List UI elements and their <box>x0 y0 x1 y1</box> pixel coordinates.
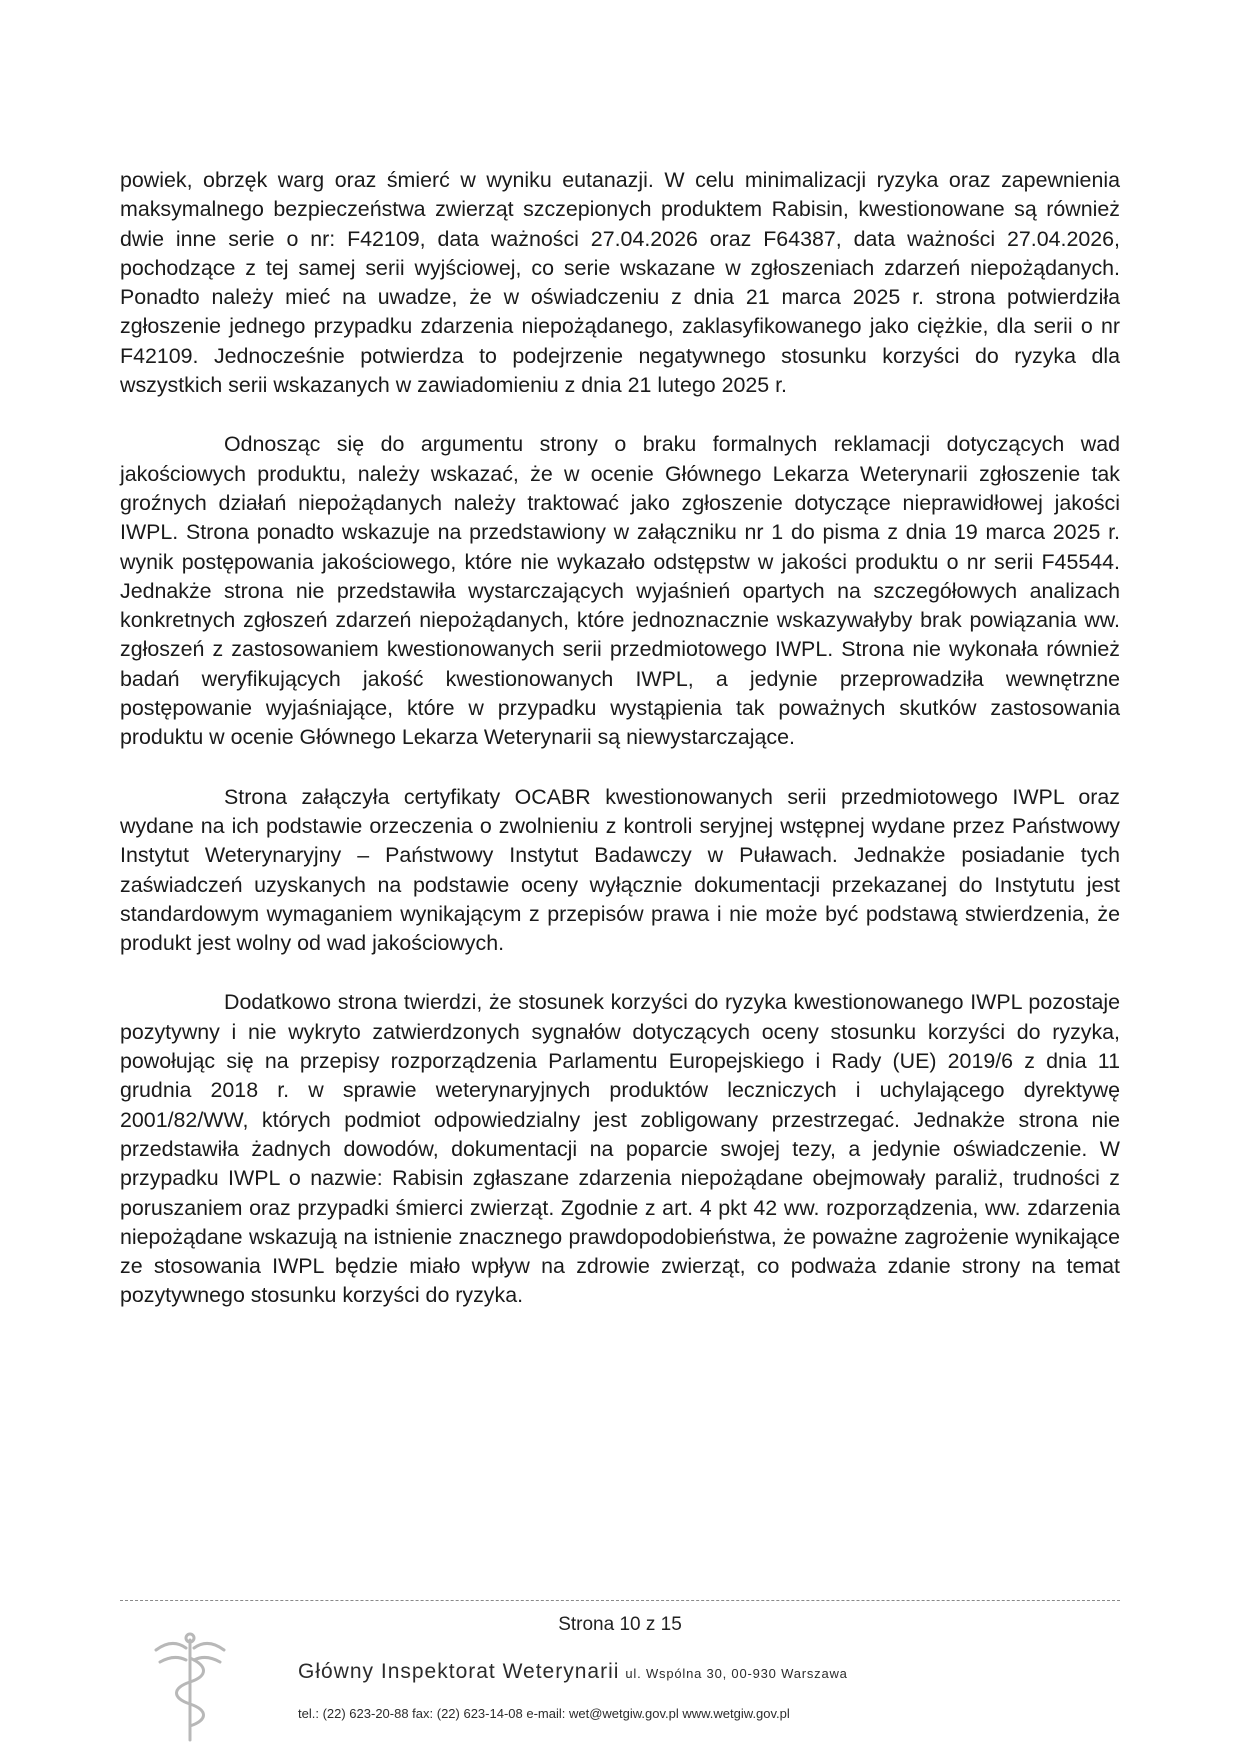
caduceus-logo-icon <box>150 1628 230 1743</box>
paragraph-2: Odnosząc się do argumentu strony o braku formalnych reklamacji dotyczących wad jakościowych produktu, należy wskazać, że w ocenie Głównego Lekarza Weterynarii zgłoszenie tak groźnych działań niepożądanych należy traktować jako zgłoszenie dotyczące nieprawidłowej jakości IWPL. Strona ponadto wskazuje na przedstawiony w załączniku nr 1 do pisma z dnia 19 marca 2025 r. wynik postępowania jakościowego, które nie wykazało odstępstw w jakości produktu o nr serii F45544. Jednakże strona nie przedstawiła wystarczających wyjaśnień opartych na szczegółowych analizach konkretnych zgłoszeń zdarzeń niepożądanych, które jednoznacznie wskazywałyby brak powiązania ww. zgłoszeń z zastosowaniem kwestionowanych serii przedmiotowego IWPL. Strona nie wykonała również badań weryfikujących jakość kwestionowanych IWPL, a jedynie przeprowadziła wewnętrzne postępowanie wyjaśniające, które w przypadku wystąpienia tak poważnych skutków zastosowania produktu w ocenie Głównego Lekarza Weterynarii są niewystarczające. <box>120 432 1120 750</box>
footer-divider <box>120 1600 1120 1601</box>
page-number: Strona 10 z 15 <box>558 1614 682 1635</box>
paragraph-4: Dodatkowo strona twierdzi, że stosunek korzyści do ryzyka kwestionowanego IWPL pozostaje pozytywny i nie wykryto zatwierdzonych sygnałów dotyczących oceny stosunku korzyści do ryzyka, powołując się na przepisy rozporządzenia Parlamentu Europejskiego i Rady (UE) 2019/6 z dnia 11 grudnia 2018 r. w sprawie weterynaryjnych produktów leczniczych i uchylającego dyrektywę 2001/82/WW, których podmiot odpowiedzialny jest zobligowany przestrzegać. Jednakże strona nie przedstawiła żadnych dowodów, dokumentacji na poparcie swojej tezy, a jedynie oświadczenie. W przypadku IWPL o nazwie: Rabisin zgłaszane zdarzenia niepożądane obejmowały paraliż, trudności z poruszaniem oraz przypadki śmierci zwierząt. Zgodnie z art. 4 pkt 42 ww. rozporządzenia, ww. zdarzenia niepożądane wskazują na istnienie znacznego prawdopodobieństwa, że poważne zagrożenie wynikające ze stosowania IWPL będzie miało wpływ na zdrowie zwierząt, co podważa zdanie strony na temat pozytywnego stosunku korzyści do ryzyka. <box>120 990 1120 1308</box>
paragraph-1: powiek, obrzęk warg oraz śmierć w wyniku eutanazji. W celu minimalizacji ryzyka oraz zapewnienia maksymalnego bezpieczeństwa zwierząt szczepionych produktem Rabisin, kwestionowane są również dwie inne serie o nr: F42109, data ważności 27.04.2026 oraz F64387, data ważności 27.04.2026, pochodzące z tej samej serii wyjściowej, co serie wskazane w zgłoszeniach zdarzeń niepożądanych. Ponadto należy mieć na uwadze, że w oświadczeniu z dnia 21 marca 2025 r. strona potwierdziła zgłoszenie jednego przypadku zdarzenia niepożądanego, zaklasyfikowanego jako ciężkie, dla serii o nr F42109. Jednocześnie potwierdza to podejrzenie negatywnego stosunku korzyści do ryzyka dla wszystkich serii wskazanych w zawiadomieniu z dnia 21 lutego 2025 r. <box>120 168 1120 398</box>
document-body <box>120 166 1120 1311</box>
institution-name: Główny Inspektorat Weterynarii <box>298 1660 620 1683</box>
paragraph-3: Strona załączyła certyfikaty OCABR kwestionowanych serii przedmiotowego IWPL oraz wydane na ich podstawie orzeczenia o zwolnieniu z kontroli seryjnej wstępnej wydane przez Państwowy Instytut Weterynaryjny – Państwowy Instytut Badawczy w Puławach. Jednakże posiadanie tych zaświadczeń uzyskanych na podstawie oceny wyłącznie dokumentacji przekazanej do Instytutu jest standardowym wymaganiem wynikającym z przepisów prawa i nie może być podstawą stwierdzenia, że produkt jest wolny od wad jakościowych. <box>120 784 1120 956</box>
contact-line: tel.: (22) 623-20-88 fax: (22) 623-14-08 e-mail: wet@wetgiw.gov.pl www.wetgiw.gov.pl <box>298 1706 790 1721</box>
institution-address: ul. Wspólna 30, 00-930 Warszawa <box>625 1666 848 1681</box>
institution-line <box>298 1660 848 1684</box>
